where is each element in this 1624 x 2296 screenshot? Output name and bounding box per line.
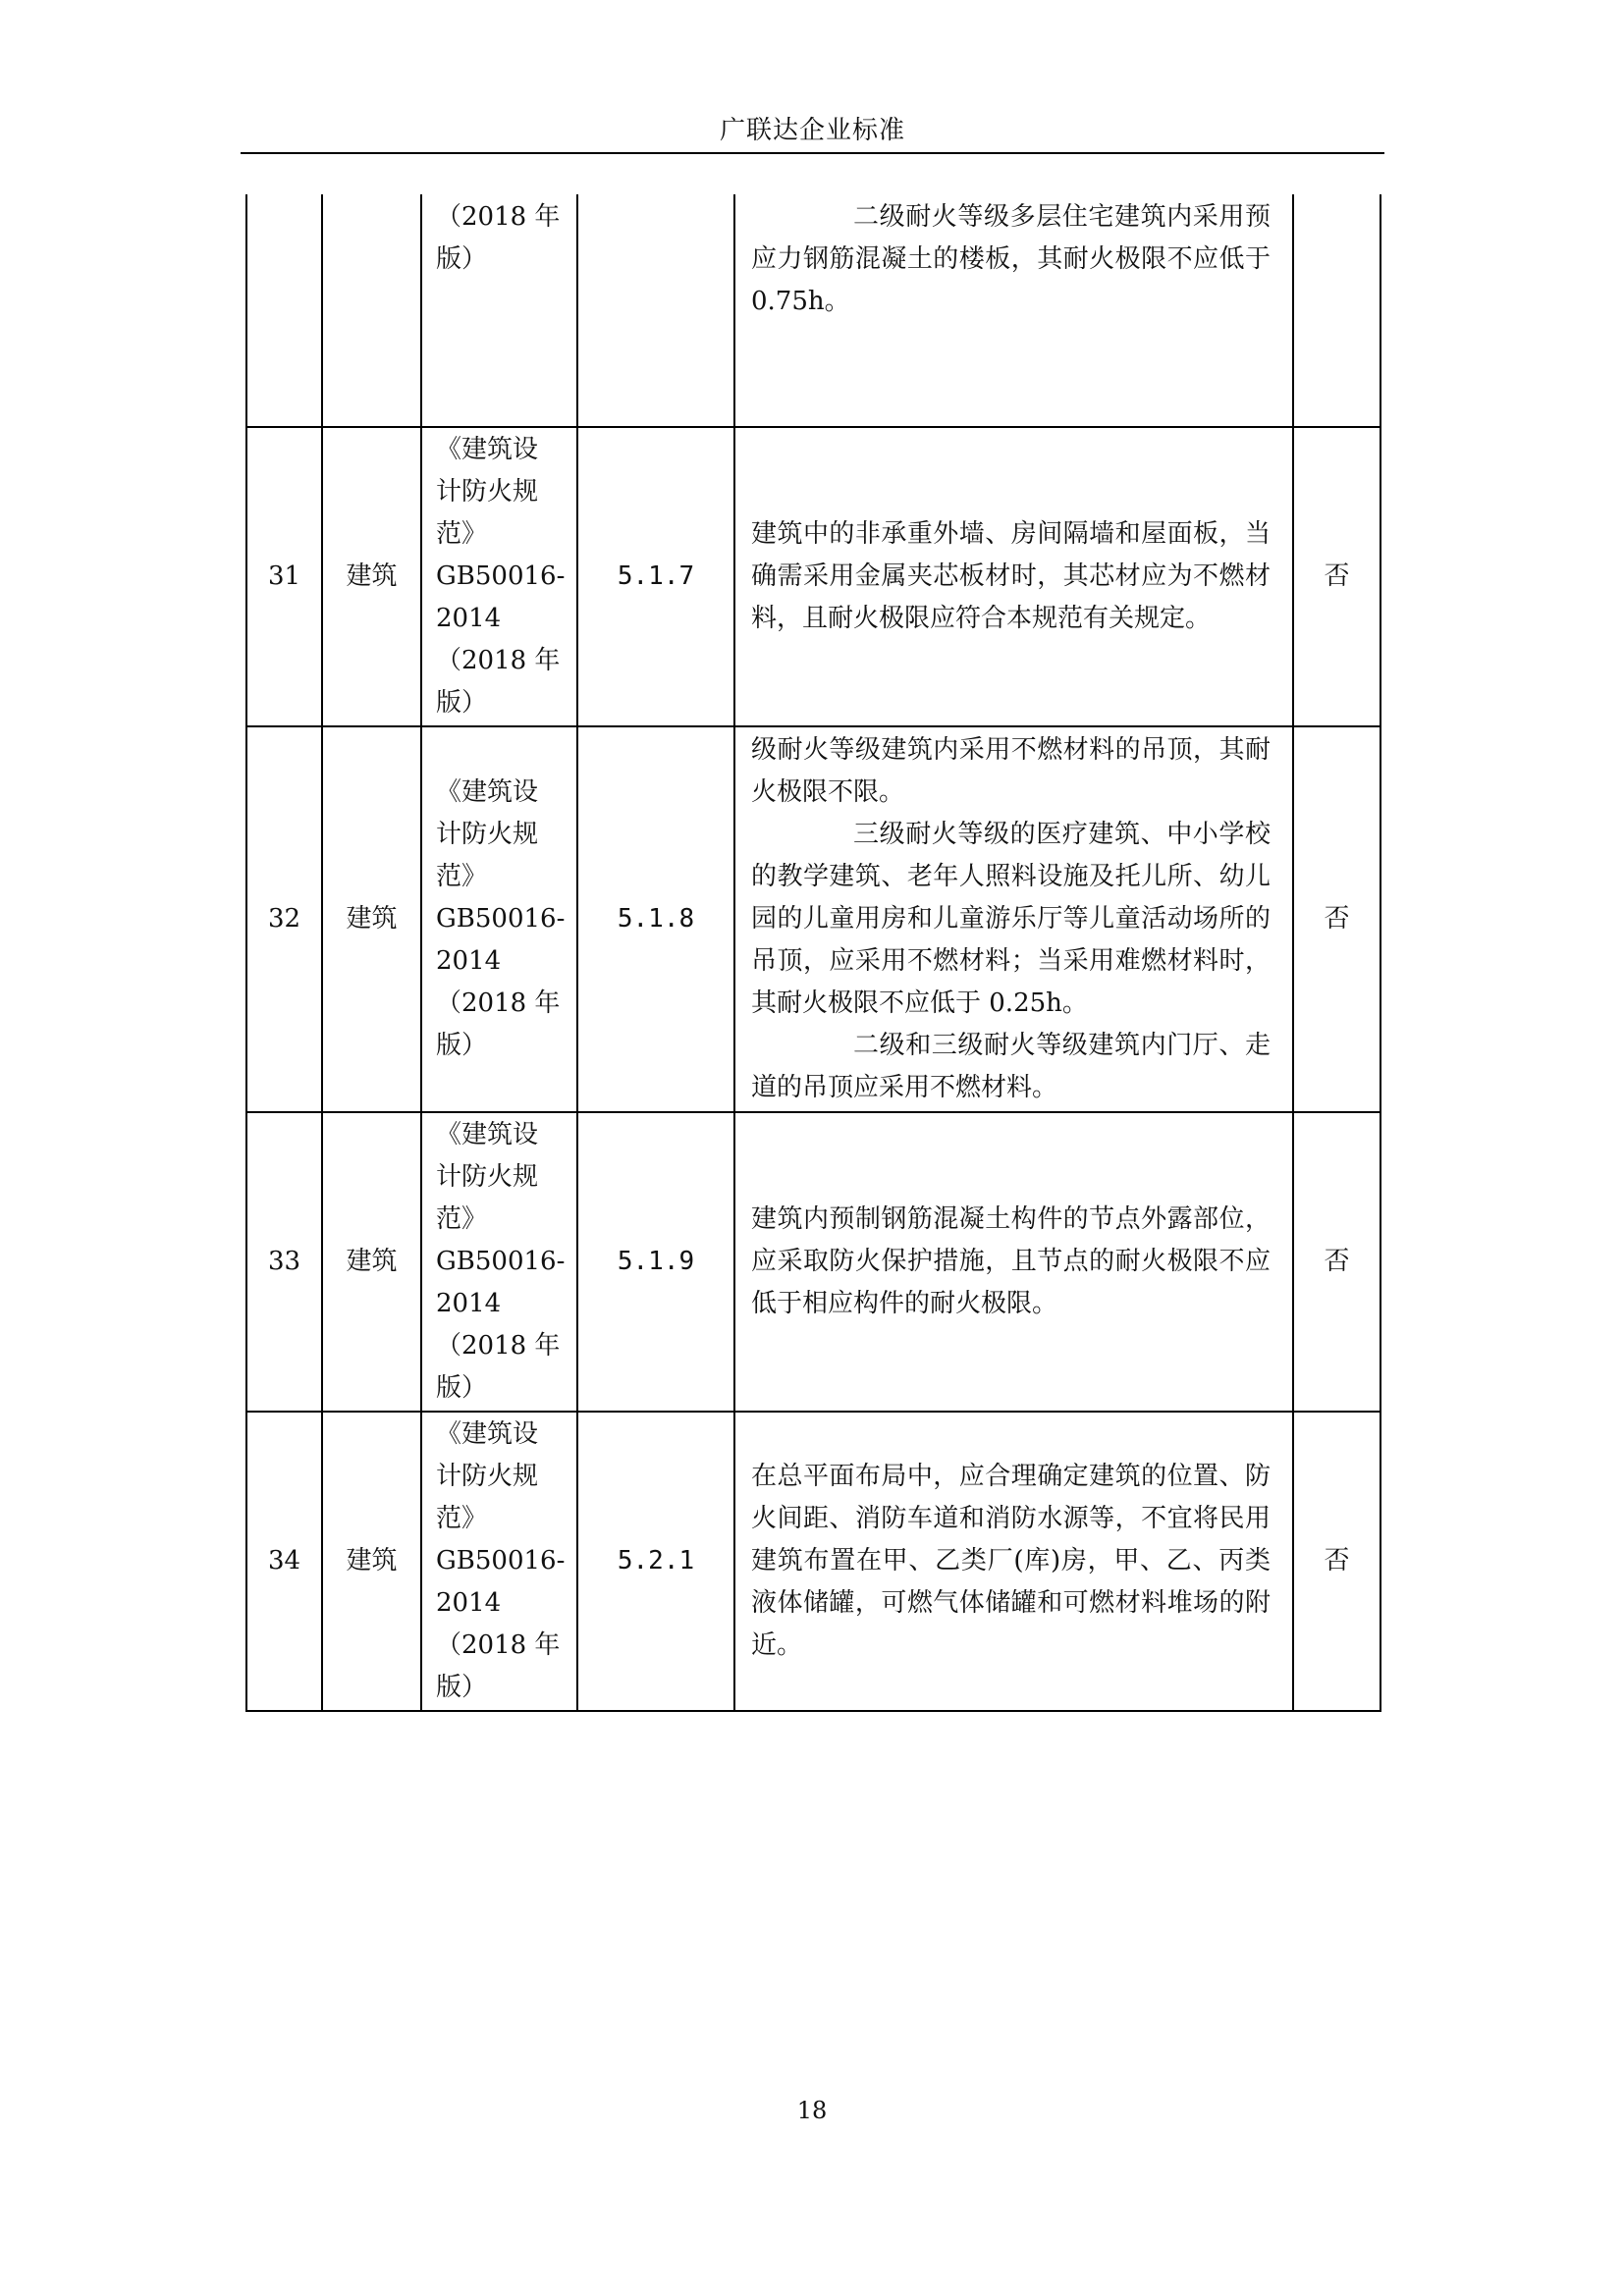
table-row [246, 194, 1380, 427]
source-cell [421, 427, 577, 726]
source-line: 计防火规 [436, 820, 539, 849]
standards-table [245, 194, 1381, 1712]
category-cell: 建筑 [322, 726, 421, 1112]
source-line: GB50016- [436, 1546, 566, 1575]
content-cell [734, 1412, 1293, 1711]
content-paragraph: 二级和三级耐火等级建筑内门厅、走道的吊顶应采用不燃材料。 [751, 1031, 1271, 1102]
table-row [246, 726, 1380, 1112]
source-line: 范》 [436, 519, 488, 549]
table-row [246, 1412, 1380, 1711]
content-cell [734, 194, 1293, 427]
source-line: 计防火规 [436, 1462, 539, 1491]
category-cell: 建筑 [322, 427, 421, 726]
content-paragraph: 建筑内预制钢筋混凝土构件的节点外露部位，应采取防火保护措施，且节点的耐火极限不应低于相应构件的耐火极限。 [751, 1204, 1271, 1318]
source-line: GB50016- [436, 561, 566, 591]
source-line: 版） [436, 244, 488, 274]
source-line: 版） [436, 1373, 488, 1403]
source-cell [421, 194, 577, 427]
row-number-cell: 31 [246, 427, 322, 726]
source-line: 2014 [436, 1289, 502, 1318]
row-number-cell: 34 [246, 1412, 322, 1711]
source-line: 《建筑设 [436, 435, 539, 464]
source-line: 计防火规 [436, 477, 539, 507]
clause-cell: 5.2.1 [577, 1412, 734, 1711]
content-cell [734, 427, 1293, 726]
flag-cell: 否 [1293, 1112, 1380, 1412]
source-line: 版） [436, 1031, 488, 1060]
header-rule [241, 152, 1384, 154]
source-line: 2014 [436, 1588, 502, 1618]
row-number-cell [246, 194, 322, 427]
source-line: 《建筑设 [436, 1419, 539, 1449]
content-paragraph: 三级耐火等级的医疗建筑、中小学校的教学建筑、老年人照料设施及托儿所、幼儿园的儿童用房和儿童游乐厅等儿童活动场所的吊顶，应采用不燃材料；当采用难燃材料时，其耐火极限不应低于 0.25h。 [751, 820, 1271, 1018]
source-line: 2014 [436, 604, 502, 633]
source-line: 范》 [436, 1504, 488, 1533]
table-body [246, 194, 1380, 1711]
page-header-title: 广联达企业标准 [719, 116, 905, 145]
source-line: 版） [436, 1673, 488, 1702]
source-line: 《建筑设 [436, 777, 539, 807]
content-paragraph: 二级耐火等级多层住宅建筑内采用预应力钢筋混凝土的楼板，其耐火极限不应低于 0.75h。 [751, 202, 1271, 316]
flag-cell: 否 [1293, 726, 1380, 1112]
flag-cell [1293, 194, 1380, 427]
clause-cell: 5.1.8 [577, 726, 734, 1112]
source-line: 《建筑设 [436, 1120, 539, 1149]
source-cell [421, 726, 577, 1112]
source-line: 范》 [436, 1204, 488, 1234]
source-line: 范》 [436, 862, 488, 891]
source-line: （2018 年 [436, 646, 561, 675]
row-number-cell: 32 [246, 726, 322, 1112]
source-cell [421, 1412, 577, 1711]
source-line: 2014 [436, 946, 502, 976]
category-cell: 建筑 [322, 1112, 421, 1412]
table-row [246, 427, 1380, 726]
source-line: GB50016- [436, 1247, 566, 1276]
source-line: （2018 年 [436, 202, 561, 232]
source-cell [421, 1112, 577, 1412]
clause-cell [577, 194, 734, 427]
content-paragraph: 级耐火等级建筑内采用不燃材料的吊顶，其耐火极限不限。 [751, 735, 1271, 807]
source-line: （2018 年 [436, 1630, 561, 1660]
clause-cell: 5.1.9 [577, 1112, 734, 1412]
flag-cell: 否 [1293, 427, 1380, 726]
content-paragraph: 在总平面布局中，应合理确定建筑的位置、防火间距、消防车道和消防水源等，不宜将民用建筑布置在甲、乙类厂(库)房，甲、乙、丙类液体储罐，可燃气体储罐和可燃材料堆场的附近。 [751, 1462, 1271, 1660]
flag-cell: 否 [1293, 1412, 1380, 1711]
source-line: GB50016- [436, 904, 566, 934]
category-cell [322, 194, 421, 427]
table-row [246, 1112, 1380, 1412]
category-cell: 建筑 [322, 1412, 421, 1711]
source-line: 版） [436, 688, 488, 718]
content-cell [734, 726, 1293, 1112]
source-line: （2018 年 [436, 988, 561, 1018]
page-number: 18 [796, 2097, 828, 2124]
source-line: （2018 年 [436, 1331, 561, 1361]
content-paragraph: 建筑中的非承重外墙、房间隔墙和屋面板，当确需采用金属夹芯板材时，其芯材应为不燃材料，且耐火极限应符合本规范有关规定。 [751, 519, 1271, 633]
clause-cell: 5.1.7 [577, 427, 734, 726]
row-number-cell: 33 [246, 1112, 322, 1412]
content-cell [734, 1112, 1293, 1412]
source-line: 计防火规 [436, 1162, 539, 1192]
